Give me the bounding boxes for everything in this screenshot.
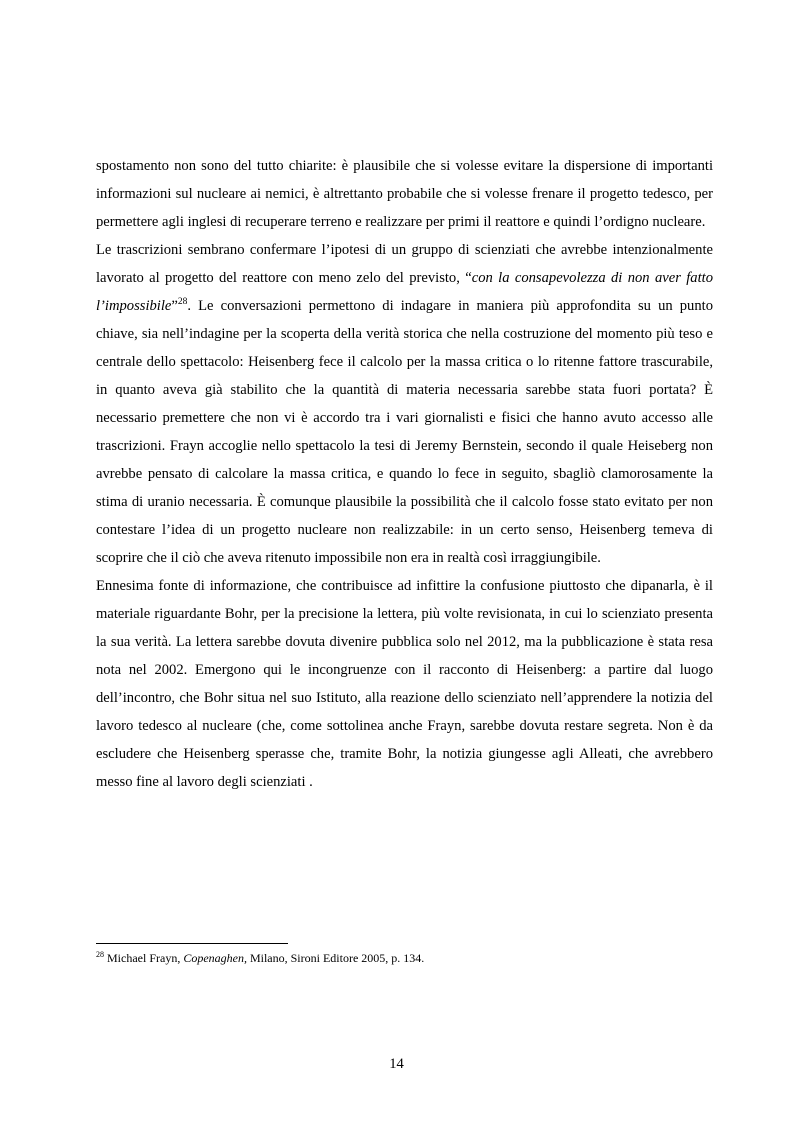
footnote-divider	[96, 943, 288, 944]
footnote-rest: Milano, Sironi Editore 2005, p. 134.	[246, 951, 425, 965]
footnote-title: Copenaghen,	[183, 951, 247, 965]
paragraph-2	[96, 236, 713, 572]
paragraph-2-text-b: . Le conversazioni permettono di indagare in maniera più approfondita su un punto chiave, sia nell’indagine per la scoperta della verità storica che nella costruzione del momento più teso e centrale dello spettacolo: Heisenberg fece il calcolo per la massa critica o lo ritenne fattore trascurabile, in quanto aveva già stabilito che la quantità di materia necessaria sarebbe stata fuori portata? È necessario premettere che non vi è accordo tra i vari giornalisti e fisici che hanno avuto accesso alle trascrizioni. Frayn accoglie nello spettacolo la tesi di Jeremy Bernstein, secondo il quale Heiseberg non avrebbe pensato di calcolare la massa critica, e quando lo fece in seguito, sbagliò clamorosamente la stima di uranio necessaria. È comunque plausibile la possibilità che il calcolo fosse stato evitato per non contestare l’idea di un progetto nucleare non realizzabile: in un certo senso, Heisenberg temeva di scoprire che il ciò che aveva ritenuto impossibile non era in realtà così irraggiungibile.	[96, 298, 713, 566]
footnote-number: 28	[96, 950, 104, 959]
footnote-reference[interactable]: 28	[177, 297, 188, 308]
footnote-author: Michael Frayn,	[104, 951, 184, 965]
paragraph-2-text-a: Le trascrizioni sembrano confermare l’ipotesi di un gruppo di scienziati che avrebbe intenzionalmente lavorato al progetto del reattore con meno zelo del previsto, “	[96, 242, 713, 286]
body-text	[96, 152, 713, 796]
paragraph-2-quote: con la consapevolezza di non aver fatto l’impossibile	[96, 270, 713, 314]
footnote	[96, 950, 713, 966]
paragraph-3: Ennesima fonte di informazione, che contribuisce ad infittire la confusione piuttosto che dipanarla, è il materiale riguardante Bohr, per la precisione la lettera, più volte revisionata, in cui lo scienziato presenta la sua verità. La lettera sarebbe dovuta divenire pubblica solo nel 2012, ma la pubblicazione è stata resa nota nel 2002. Emergono qui le incongruenze con il racconto di Heisenberg: a partire dal luogo dell’incontro, che Bohr situa nel suo Istituto, alla reazione dello scienziato nell’apprendere la notizia del lavoro tedesco al nucleare (che, come sottolinea anche Frayn, sarebbe dovuta restare segreta. Non è da escludere che Heisenberg sperasse che, tramite Bohr, la notizia giungesse agli Alleati, che avrebbero messo fine al lavoro degli scienziati .	[96, 578, 713, 790]
paragraph-1: spostamento non sono del tutto chiarite: è plausibile che si volesse evitare la dispersione di importanti informazioni sul nucleare ai nemici, è altrettanto probabile che si volesse frenare il progetto tedesco, per permettere agli inglesi di recuperare terreno e realizzare per primi il reattore e quindi l’ordigno nucleare.	[96, 158, 713, 230]
page-number: 14	[389, 1056, 404, 1072]
paragraph-2-close-quote: ”	[171, 298, 178, 314]
